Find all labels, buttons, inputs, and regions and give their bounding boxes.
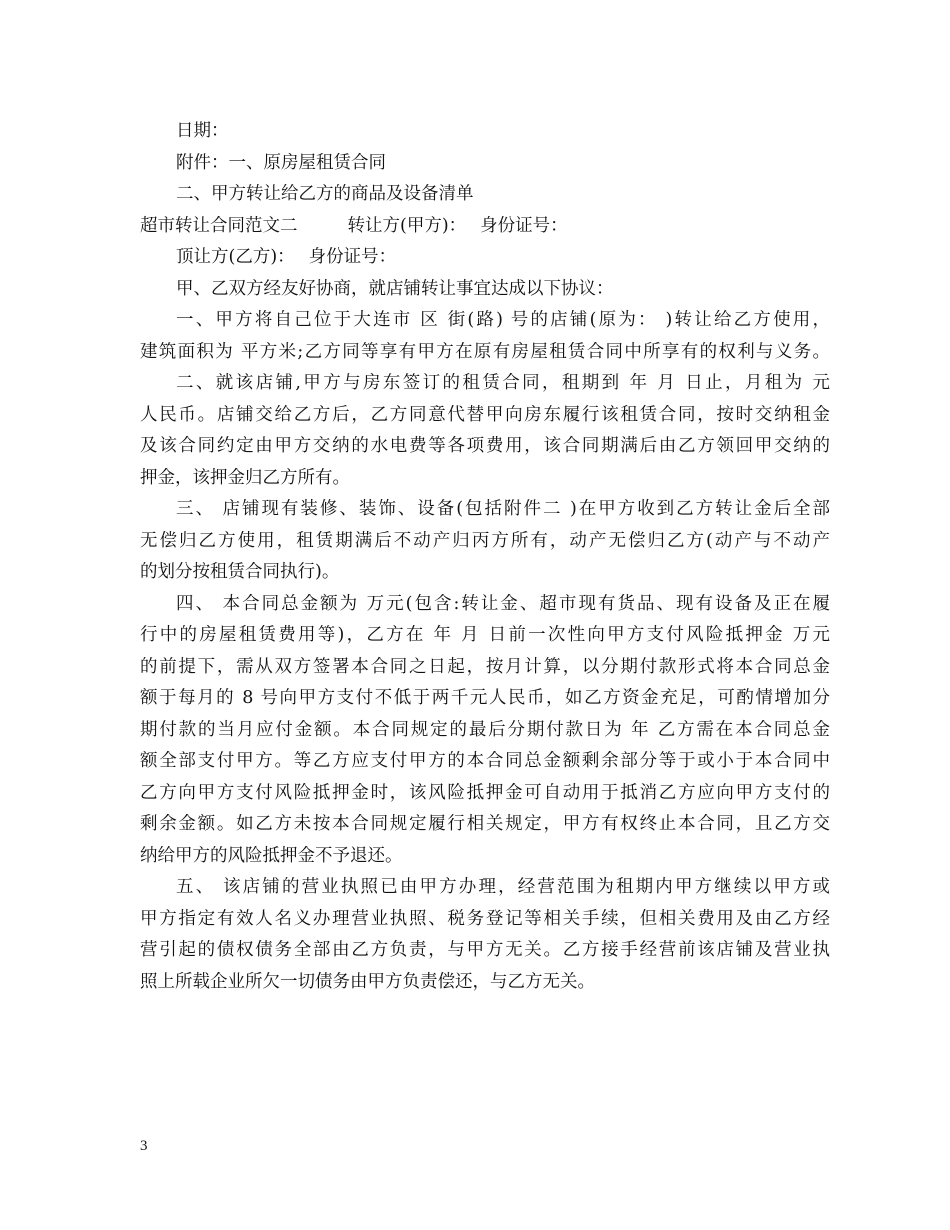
contract-title: 超市转让合同范文二	[140, 215, 298, 236]
clause-5-line-1: 五、 该店铺的营业执照已由甲方办理，经营范围为租期内甲方继续以甲方或	[176, 877, 830, 897]
attachment-line-1: 附件：一、原房屋租赁合同	[176, 152, 386, 173]
clause-5-line-3: 营引起的债权债务全部由乙方负责，与甲方无关。乙方接手经营前该店铺及营业执	[140, 940, 830, 960]
clause-2-line-1: 二、就该店铺,甲方与房东签订的租赁合同，租期到 年 月 日止，月租为 元	[176, 373, 830, 393]
clause-2-line-4: 押金，该押金归乙方所有。	[140, 467, 350, 488]
clause-3-line-3: 的划分按租赁合同执行)。	[140, 562, 340, 582]
clause-2-line-2: 人民币。店铺交给乙方后，乙方同意代替甲向房东履行该租赁合同，按时交纳租金	[140, 404, 830, 425]
transferee-id-label: 身份证号：	[308, 247, 397, 267]
clause-4-line-1: 四、 本合同总金额为 万元(包含:转让金、超市现有货品、现有设备及正在履	[176, 593, 830, 614]
clause-4-line-2: 行中的房屋租赁费用等)，乙方在 年 月 日前一次性向甲方支付风险抵押金 万元	[140, 625, 830, 645]
clause-4-line-3: 的前提下，需从双方签署本合同之日起，按月计算，以分期付款形式将本合同总金	[140, 656, 830, 677]
attachment-line-2: 二、甲方转让给乙方的商品及设备清单	[176, 184, 474, 204]
transferor-label: 转让方(甲方)：	[347, 215, 467, 236]
transferee-label: 顶让方(乙方)：	[176, 247, 295, 267]
clause-4-line-4: 额于每月的 8 号向甲方支付不低于两千元人民币，如乙方资金充足，可酌情增加分	[140, 688, 830, 708]
clause-5-line-4: 照上所载企业所欠一切债务由甲方负责偿还，与乙方无关。	[140, 971, 595, 992]
clause-4-line-6: 额全部支付甲方。等乙方应支付甲方的本合同总金额剩余部分等于或小于本合同中	[140, 751, 830, 771]
agreement-intro: 甲、乙双方经友好协商，就店铺转让事宜达成以下协议：	[176, 278, 614, 299]
contract-header-line	[140, 211, 830, 243]
clause-3-line-2: 无偿归乙方使用，租赁期满后不动产归丙方所有，动产无偿归乙方(动产与不动产	[140, 530, 830, 551]
clause-3-line-1: 三、 店铺现有装修、装饰、设备(包括附件二 )在甲方收到乙方转让金后全部	[176, 499, 830, 519]
document-body	[140, 116, 830, 998]
clause-4-line-9: 纳给甲方的风险抵押金不予退还。	[140, 845, 403, 866]
clause-2-line-3: 及该合同约定由甲方交纳的水电费等各项费用，该合同期满后由乙方领回甲交纳的	[140, 436, 830, 456]
clause-1-line-2: 建筑面积为 平方米;乙方同等享有甲方在原有房屋租赁合同中所享有的权利与义务。	[140, 341, 830, 362]
clause-4-line-5: 期付款的当月应付金额。本合同规定的最后分期付款日为 年 乙方需在本合同总金	[140, 719, 830, 740]
page-number: 3	[140, 1138, 148, 1154]
clause-5-line-2: 甲方指定有效人名义办理营业执照、税务登记等相关手续，但相关费用及由乙方经	[140, 908, 830, 929]
clause-4-line-8: 剩余金额。如乙方未按本合同规定履行相关规定，甲方有权终止本合同，且乙方交	[140, 814, 830, 834]
clause-4-line-7: 乙方向甲方支付风险抵押金时，该风险抵押金可自动用于抵消乙方应向甲方支付的	[140, 782, 830, 803]
transferor-id-label: 身份证号：	[480, 215, 568, 236]
clause-1-line-1: 一、甲方将自己位于大连市 区 街(路) 号的店铺(原为： )转让给乙方使用，	[176, 310, 830, 330]
date-line: 日期：	[176, 121, 229, 141]
transferee-line	[140, 242, 830, 274]
